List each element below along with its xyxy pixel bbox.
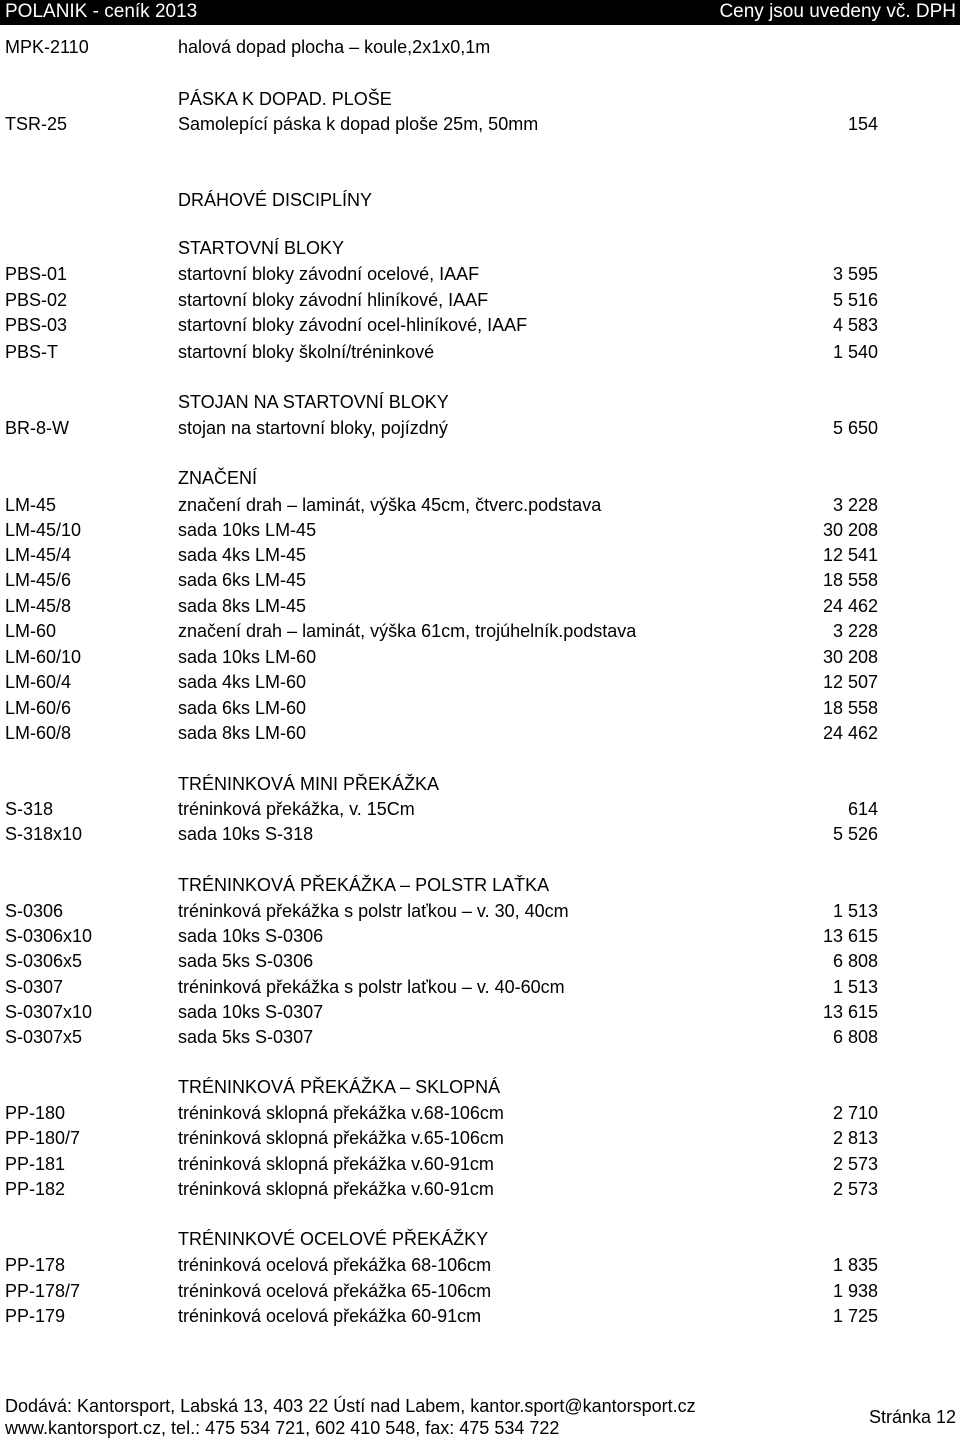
section-title: DRÁHOVÉ DISCIPLÍNY [178,190,373,210]
product-price: 614 [847,799,878,819]
product-description: tréninková ocelová překážka 60-91cm [178,1306,482,1326]
price-row [0,976,960,998]
product-price: 30 208 [822,520,878,540]
product-code: S-0307x5 [5,1027,83,1047]
product-code: BR-8-W [5,418,69,438]
product-description: tréninková překážka s polstr laťkou – v. 40-60cm [178,977,565,997]
product-price: 13 615 [822,1002,878,1022]
product-description: tréninková sklopná překážka v.60-91cm [178,1179,494,1199]
product-code: PBS-T [5,342,59,362]
price-row [0,1153,960,1175]
price-row [0,263,960,285]
product-description: sada 6ks LM-60 [178,698,307,718]
price-row [0,1127,960,1149]
product-code: PP-182 [5,1179,66,1199]
product-description: sada 10ks S-318 [178,824,314,844]
price-row [0,1280,960,1302]
section-heading [0,874,960,896]
price-row [0,1102,960,1124]
header-title: POLANIK - ceník 2013 [5,1,198,22]
product-description: startovní bloky závodní hliníkové, IAAF [178,290,489,310]
product-price: 2 710 [832,1103,878,1123]
product-price: 6 808 [832,1027,878,1047]
product-price: 5 650 [832,418,878,438]
price-row [0,823,960,845]
price-row [0,1178,960,1200]
product-description: startovní bloky školní/tréninkové [178,342,435,362]
product-code: PP-179 [5,1306,66,1326]
product-description: značení drah – laminát, výška 61cm, trojúhelník.podstava [178,621,637,641]
product-price: 1 540 [832,342,878,362]
product-code: S-0307x10 [5,1002,93,1022]
product-price: 18 558 [822,698,878,718]
product-price: 13 615 [822,926,878,946]
product-code: LM-45/6 [5,570,72,590]
product-description: tréninková sklopná překážka v.65-106cm [178,1128,504,1148]
product-code: LM-45/8 [5,596,72,616]
price-row [0,925,960,947]
product-code: LM-60/4 [5,672,72,692]
price-row [0,569,960,591]
price-row [0,1001,960,1023]
price-row [0,646,960,668]
product-description: stojan na startovní bloky, pojízdný [178,418,448,438]
price-row [0,113,960,135]
section-heading [0,1076,960,1098]
price-row [0,1305,960,1327]
product-price: 1 835 [832,1255,878,1275]
price-row [0,620,960,642]
page-number: Stránka 12 [868,1407,956,1427]
product-price: 5 526 [832,824,878,844]
product-code: S-318x10 [5,824,83,844]
product-price: 24 462 [822,596,878,616]
price-row [0,722,960,744]
product-description: tréninková sklopná překážka v.68-106cm [178,1103,504,1123]
product-code: LM-60/8 [5,723,72,743]
product-description: sada 8ks LM-45 [178,596,307,616]
price-row [0,950,960,972]
product-price: 18 558 [822,570,878,590]
price-row [0,1254,960,1276]
product-price: 12 507 [822,672,878,692]
section-heading [0,237,960,259]
product-code: S-0307 [5,977,64,997]
product-description: sada 6ks LM-45 [178,570,307,590]
product-code: S-0306x5 [5,951,83,971]
product-description: startovní bloky závodní ocelové, IAAF [178,264,480,284]
product-code: S-0306x10 [5,926,93,946]
product-price: 5 516 [832,290,878,310]
product-code: PP-180 [5,1103,66,1123]
product-price: 1 513 [832,977,878,997]
product-price: 154 [847,114,878,134]
product-price: 1 513 [832,901,878,921]
product-description: sada 8ks LM-60 [178,723,307,743]
section-title: TRÉNINKOVÁ PŘEKÁŽKA – SKLOPNÁ [178,1077,501,1097]
product-description: sada 5ks S-0306 [178,951,314,971]
price-row [0,798,960,820]
product-code: LM-60/10 [5,647,82,667]
price-row [0,671,960,693]
product-description: sada 10ks S-0306 [178,926,324,946]
product-code: MPK-2110 [5,37,89,57]
product-description: tréninková překážka, v. 15Cm [178,799,415,819]
section-heading [0,467,960,489]
product-price: 3 595 [832,264,878,284]
price-row [0,595,960,617]
product-price: 2 573 [832,1154,878,1174]
product-description: sada 5ks S-0307 [178,1027,314,1047]
product-code: PP-180/7 [5,1128,81,1148]
product-description: tréninková sklopná překážka v.60-91cm [178,1154,494,1174]
price-row [0,314,960,336]
product-price: 2 813 [832,1128,878,1148]
footer-supplier: Dodává: Kantorsport, Labská 13, 403 22 Ústí nad Labem, kantor.sport@kantorsport.cz [5,1396,696,1416]
price-row [0,544,960,566]
product-code: LM-60/6 [5,698,72,718]
product-description: tréninková ocelová překážka 68-106cm [178,1255,492,1275]
product-price: 1 725 [832,1306,878,1326]
header-price-note: Ceny jsou uvedeny vč. DPH [719,1,956,22]
section-title: STOJAN NA STARTOVNÍ BLOKY [178,392,449,412]
section-heading [0,773,960,795]
product-code: LM-60 [5,621,57,641]
product-code: TSR-25 [5,114,68,134]
price-row [0,289,960,311]
product-description: sada 10ks LM-45 [178,520,317,540]
section-heading [0,391,960,413]
page-header [0,0,960,25]
section-title: STARTOVNÍ BLOKY [178,238,345,258]
product-price: 30 208 [822,647,878,667]
product-code: LM-45/4 [5,545,72,565]
product-price: 24 462 [822,723,878,743]
product-code: PP-178 [5,1255,66,1275]
product-description: sada 10ks S-0307 [178,1002,324,1022]
product-code: LM-45 [5,495,57,515]
product-code: S-318 [5,799,54,819]
footer-contact: www.kantorsport.cz, tel.: 475 534 721, 602 410 548, fax: 475 534 722 [5,1418,560,1438]
price-row [0,494,960,516]
section-title: ZNAČENÍ [178,468,258,488]
section-heading [0,189,960,211]
price-row [0,417,960,439]
product-description: Samolepící páska k dopad ploše 25m, 50mm [178,114,539,134]
product-description: tréninková překážka s polstr laťkou – v. 30, 40cm [178,901,569,921]
section-title: TRÉNINKOVÉ OCELOVÉ PŘEKÁŽKY [178,1229,489,1249]
price-row [0,1026,960,1048]
product-code: PBS-03 [5,315,68,335]
product-code: PP-181 [5,1154,66,1174]
price-row [0,341,960,363]
section-title: TRÉNINKOVÁ MINI PŘEKÁŽKA [178,774,440,794]
section-title: TRÉNINKOVÁ PŘEKÁŽKA – POLSTR LAŤKA [178,875,550,895]
product-price: 6 808 [832,951,878,971]
price-row [0,900,960,922]
product-price: 1 938 [832,1281,878,1301]
product-description: sada 10ks LM-60 [178,647,317,667]
product-code: S-0306 [5,901,64,921]
product-description: startovní bloky závodní ocel-hliníkové, IAAF [178,315,528,335]
product-description: tréninková ocelová překážka 65-106cm [178,1281,492,1301]
product-description: sada 4ks LM-45 [178,545,307,565]
product-description: sada 4ks LM-60 [178,672,307,692]
product-description: halová dopad plocha – koule,2x1x0,1m [178,37,491,57]
product-price: 3 228 [832,621,878,641]
section-title: PÁSKA K DOPAD. PLOŠE [178,89,392,109]
product-price: 2 573 [832,1179,878,1199]
price-row [0,519,960,541]
product-description: značení drah – laminát, výška 45cm, čtverc.podstava [178,495,602,515]
product-price: 3 228 [832,495,878,515]
product-code: PBS-01 [5,264,68,284]
section-heading [0,88,960,110]
product-code: LM-45/10 [5,520,82,540]
product-code: PP-178/7 [5,1281,81,1301]
section-heading [0,1228,960,1250]
product-price: 12 541 [822,545,878,565]
price-row [0,697,960,719]
product-price: 4 583 [832,315,878,335]
price-row [0,36,960,58]
product-code: PBS-02 [5,290,68,310]
